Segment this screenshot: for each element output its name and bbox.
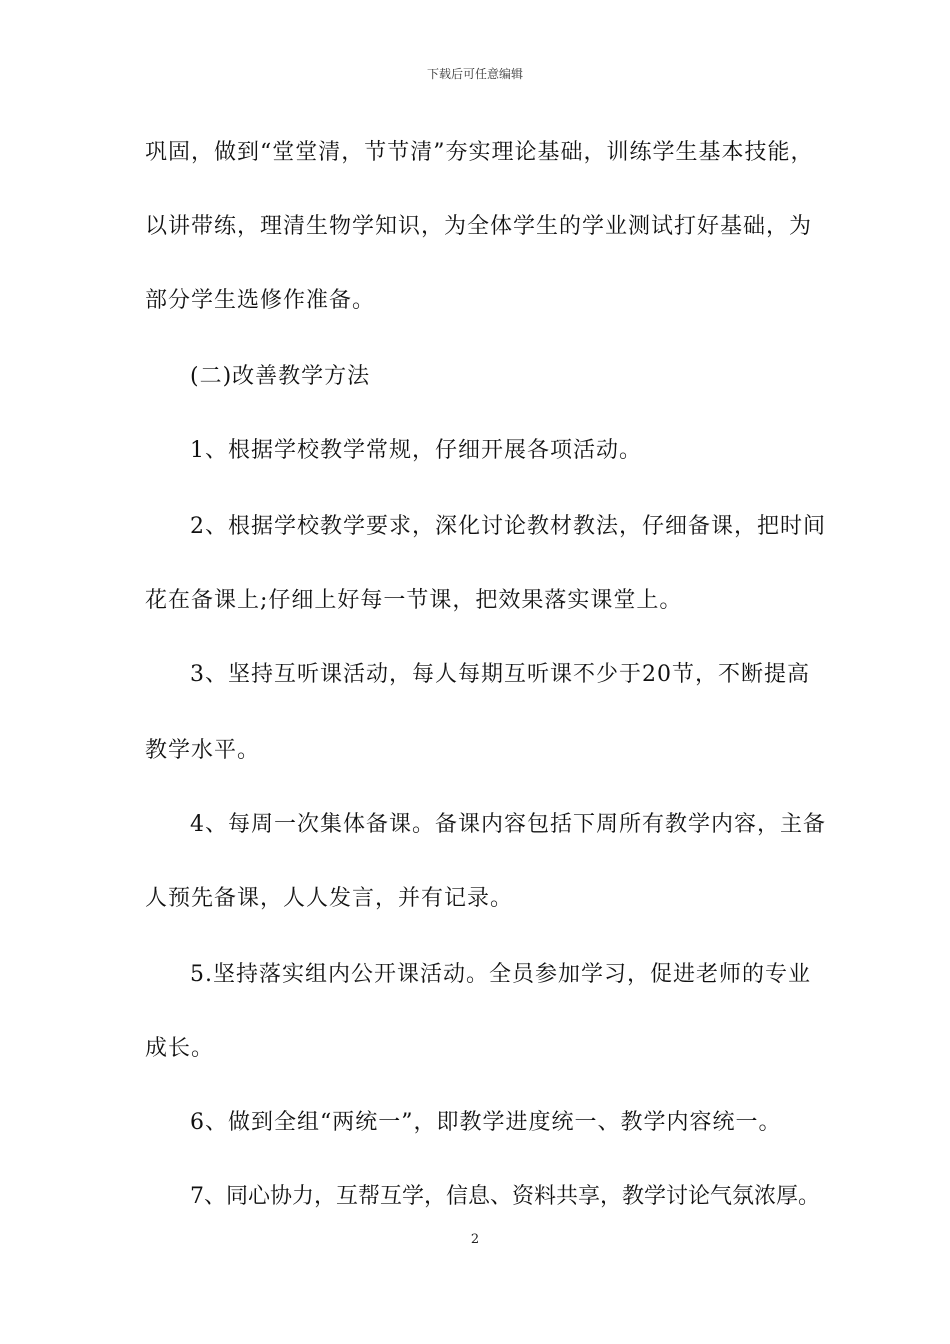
body-line-8: 3、坚持互听课活动，每人每期互听课不少于20节，不断提高: [190, 662, 810, 687]
body-line-5: 1、根据学校教学常规，仔细开展各项活动。: [190, 438, 642, 463]
body-line-9: 教学水平。: [145, 738, 261, 763]
body-line-11: 人预先备课，人人发言，并有记录。: [145, 886, 514, 911]
body-line-1: 巩固，做到“堂堂清，节节清”夯实理论基础，训练学生基本技能，: [145, 140, 814, 165]
body-line-15: 7、同心协力，互帮互学，信息、资料共享，教学讨论气氛浓厚。: [190, 1184, 820, 1209]
page-number: 2: [470, 1232, 480, 1247]
section-heading: (二)改善教学方法: [190, 364, 371, 389]
body-line-6: 2、根据学校教学要求，深化讨论教材教法，仔细备课，把时间: [190, 514, 826, 539]
body-line-13: 成长。: [145, 1036, 215, 1061]
body-line-7: 花在备课上;仔细上好每一节课，把效果落实课堂上。: [145, 588, 683, 613]
body-line-2: 以讲带练，理清生物学知识，为全体学生的学业测试打好基础，为: [145, 214, 813, 239]
body-line-14: 6、做到全组“两统一”，即教学进度统一、教学内容统一。: [190, 1110, 782, 1135]
body-line-10: 4、每周一次集体备课。备课内容包括下周所有教学内容，主备: [190, 812, 826, 837]
page-header: 下载后可任意编辑: [426, 67, 523, 81]
body-line-12: 5.坚持落实组内公开课活动。全员参加学习，促进老师的专业: [190, 962, 811, 987]
body-line-3: 部分学生选修作准备。: [145, 288, 376, 313]
